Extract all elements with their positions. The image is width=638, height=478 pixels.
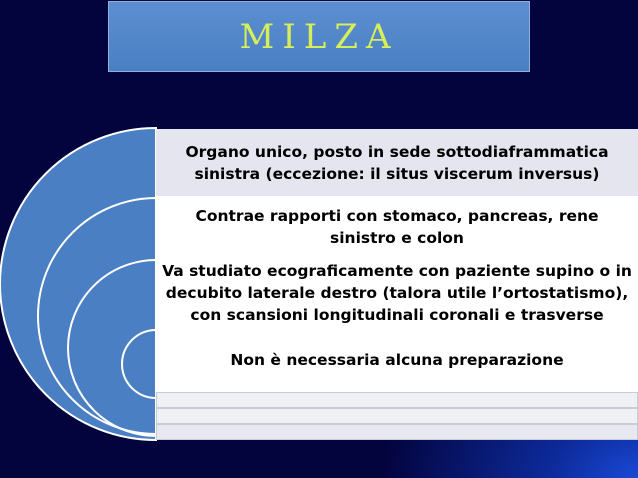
empty-row-1 xyxy=(156,392,638,408)
arc-outer xyxy=(0,128,156,440)
list-item-4: Non è necessaria alcuna preparazione xyxy=(156,328,638,392)
list-item-3: Va studiato ecograficamente con paziente supino o in decubito laterale destro (talora utile l’ortostatismo), con scansioni longitudinali coronali e trasverse xyxy=(156,258,638,328)
empty-row-3 xyxy=(156,424,638,440)
list-item-1: Organo unico, posto in sede sottodiaframmatica sinistra (eccezione: il situs viscerum inversus) xyxy=(156,129,638,196)
empty-row-2 xyxy=(156,408,638,424)
slide-title: MILZA xyxy=(239,16,399,57)
list-item-2: Contrae rapporti con stomaco, pancreas, rene sinistro e colon xyxy=(156,196,638,258)
